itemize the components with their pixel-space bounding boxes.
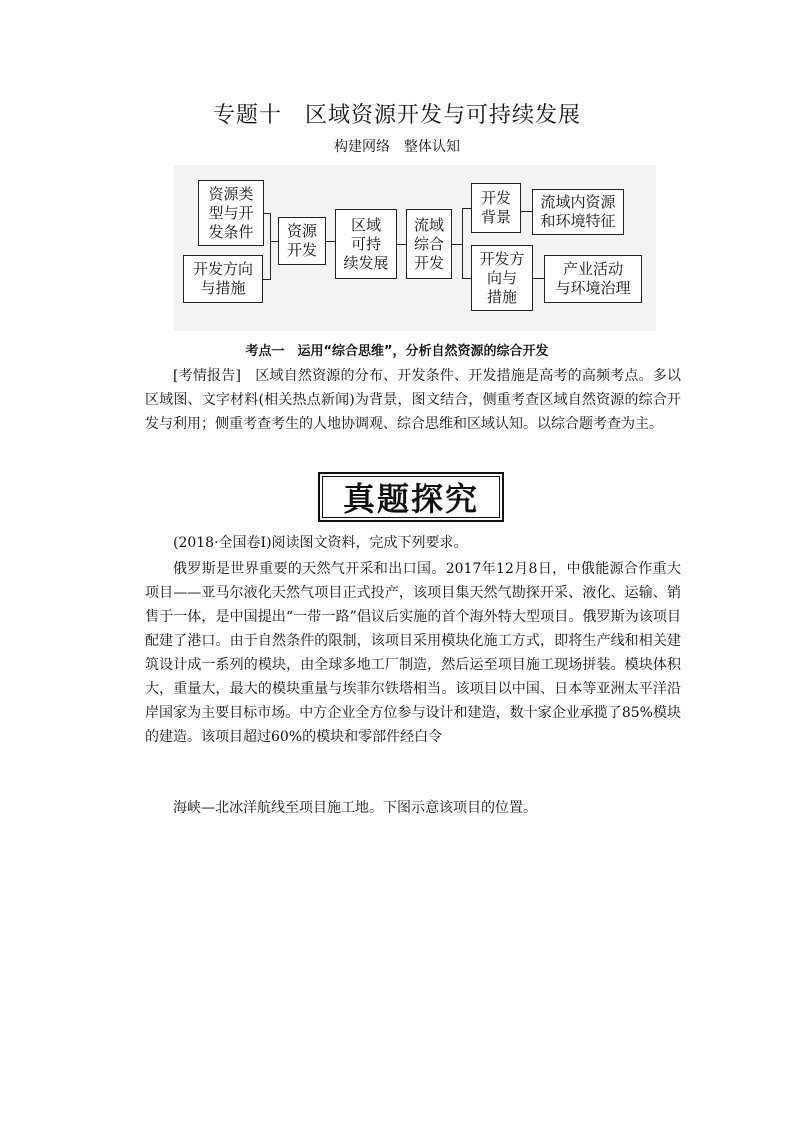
section-banner-label: 真题探究 — [322, 476, 500, 518]
page-title: 专题十 区域资源开发与可持续发展 — [212, 103, 581, 128]
box-development-measures: 开发方 向与 措施 — [471, 245, 533, 311]
connector — [462, 278, 471, 279]
connector — [533, 278, 544, 279]
box-resource-development: 资源 开发 — [278, 217, 326, 265]
section-banner — [318, 472, 504, 522]
box-development-direction: 开发方向 与措施 — [183, 255, 263, 303]
question-material-continued: 海峡—北冰洋航线至项目施工地。下图示意该项目的位置。 — [173, 800, 537, 816]
connector — [270, 213, 271, 280]
connector — [452, 244, 462, 245]
connector — [521, 211, 532, 212]
section-heading: 考点一 运用“综合思维”，分析自然资源的综合开发 — [245, 344, 549, 359]
knowledge-network-diagram — [173, 165, 656, 331]
box-basin-features: 流域内资源 和环境特征 — [532, 189, 624, 235]
box-industry-governance: 产业活动 与环境治理 — [544, 255, 642, 303]
exam-report-paragraph: [考情报告] 区域自然资源的分布、开发条件、开发措施是高考的高频考点。多以区域图、文字材料(相关热点新闻)为背景，图文结合，侧重考查区域自然资源的综合开发与利用；侧重考查考生的人地协调观、综合思维和区域认知。以综合题考查为主。 — [145, 368, 681, 432]
box-regional-sustainable: 区域 可持 续发展 — [335, 209, 397, 279]
box-development-background: 开发 背景 — [471, 183, 521, 233]
connector — [263, 279, 270, 280]
question-material: 俄罗斯是世界重要的天然气开采和出口国。2017年12月8日，中俄能源合作重大项目——亚马尔液化天然气项目正式投产，该项目集天然气勘探开采、液化、运输、销售于一体，是中国提出“一带一路”倡议后实施的首个海外特大型项目。俄罗斯为该项目配建了港口。由于自然条件的限制，该项目采用模块化施工方式，即将生产线和相关建筑设计成一系列的模块，由全球多地工厂制造，然后运至项目施工现场拼装。模块体积大，重量大，最大的模块重量与埃菲尔铁塔相当。该项目以中国、日本等亚洲太平洋沿岸国家为主要目标市场。中方企业全方位参与设计和建造，数十家企业承揽了85%模块的建造。该项目超过60%的模块和零部件经白令 — [145, 561, 681, 745]
connector — [270, 241, 278, 242]
page-subtitle: 构建网络 整体认知 — [334, 139, 460, 155]
box-resource-type: 资源类 型与开 发条件 — [198, 180, 264, 246]
connector — [326, 241, 335, 242]
connector — [462, 208, 463, 279]
question-intro: (2018·全国卷Ⅰ)阅读图文资料，完成下列要求。 — [173, 535, 468, 551]
box-basin-development: 流域 综合 开发 — [406, 209, 452, 279]
connector — [397, 244, 406, 245]
connector — [462, 208, 471, 209]
